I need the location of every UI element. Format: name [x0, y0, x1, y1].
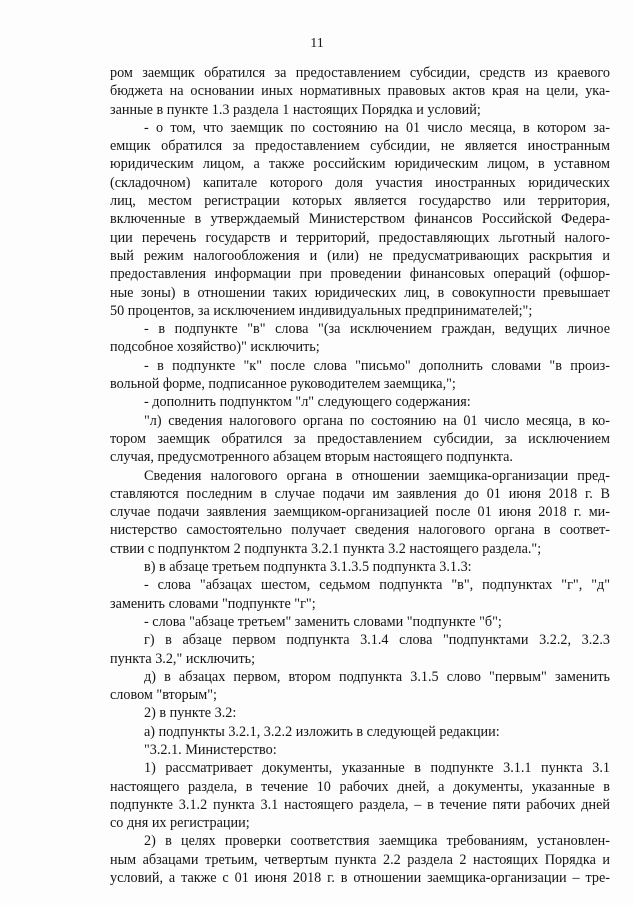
text-line: бюджета на основании иных нормативных правовых актов края на цели, ука-: [110, 83, 610, 100]
text-line: д) в абзацах первом, втором подпункта 3.1.5 слово "первым" заменить: [144, 668, 610, 685]
text-line: Сведения налогового органа в отношении заемщика-организации пред-: [144, 467, 610, 484]
text-line: "л) сведения налогового органа по состоянию на 01 число месяца, в ко-: [144, 412, 610, 429]
text-line: емщик обратился за предоставлением субсидии, не является иностранным: [110, 138, 610, 155]
text-line: ром заемщик обратился за предоставлением субсидии, средств из краевого: [110, 65, 610, 81]
text-line: тором заемщик обратился за предоставлением субсидии, за исключением: [110, 430, 610, 447]
text-line: - дополнить подпунктом "л" следующего содержания:: [144, 394, 471, 411]
text-line: случае подачи заявления заемщиком-организацией после 01 июня 2018 г. ми-: [110, 504, 610, 521]
text-line: г) в абзаце первом подпункта 3.1.4 слова "подпунктами 3.2.2, 3.2.3: [144, 632, 610, 649]
text-line: настоящего раздела, в течение 10 рабочих дней, а документы, указанные в: [110, 778, 610, 795]
text-line: подпункте 3.1.2 пункта 3.1 настоящего раздела, – в течение пяти рабочих дней: [110, 796, 610, 813]
text-line: - в подпункте "к" после слова "письмо" дополнить словами "в произ-: [144, 357, 610, 374]
text-line: ным абзацами третьим, четвертым пункта 2.2 раздела 2 настоящих Порядка и: [110, 851, 610, 868]
text-line: - слова "абзаце третьем" заменить словами "подпункте "б";: [144, 613, 502, 630]
text-line: вый режим налогообложения и (или) не предусматривающих раскрытия и: [110, 247, 610, 264]
text-line: - в подпункте "в" слова "(за исключением граждан, ведущих личное: [144, 321, 610, 338]
text-line: нистерство самостоятельно получает сведения налогового органа в соответ-: [110, 522, 610, 539]
text-line: включенные в утверждаемый Министерством финансов Российской Федера-: [110, 211, 610, 228]
text-line: занные в пункте 1.3 раздела 1 настоящих Порядка и условий;: [110, 101, 481, 118]
page-number: 11: [310, 36, 324, 51]
text-line: предоставления информации при проведении финансовых операций (офшор-: [110, 266, 610, 283]
text-line: лиц, местом регистрации которых является государство или территория,: [110, 193, 610, 210]
text-line: - слова "абзацах шестом, седьмом подпункта "в", подпунктах "г", "д": [144, 577, 610, 594]
text-line: заменить словами "подпункте "г";: [110, 595, 316, 612]
text-line: в) в абзаце третьем подпункта 3.1.3.5 подпункта 3.1.3:: [144, 559, 472, 576]
text-line: 50 процентов, за исключением индивидуальных предпринимателей;";: [110, 302, 533, 319]
text-line: ции перечень государств и территорий, предоставляющих льготный налого-: [110, 229, 610, 246]
text-line: условий, а также с 01 июня 2018 г. в отношении заемщика-организации – тре-: [110, 870, 610, 887]
text-line: (складочном) капитале которого доля участия иностранных юридических: [110, 174, 610, 191]
text-line: вольной форме, подписанное руководителем заемщика,";: [110, 376, 456, 393]
text-line: подсобное хозяйство)" исключить;: [110, 339, 320, 356]
document-body: [110, 64, 610, 887]
text-line: 2) в пункте 3.2:: [144, 705, 237, 722]
text-line: ствии с подпунктом 2 подпункта 3.2.1 пункта 3.2 настоящего раздела.";: [110, 540, 542, 557]
text-line: "3.2.1. Министерство:: [144, 741, 277, 758]
text-line: - о том, что заемщик по состоянию на 01 число месяца, в котором за-: [144, 119, 610, 136]
text-line: юридическим лицом, а также российским юридическим лицом, в уставном: [110, 156, 610, 173]
text-line: ставляются последним в случае подачи им заявления до 01 июня 2018 г. В: [110, 485, 610, 502]
text-line: ные зоны) в отношении таких юридических лиц, в совокупности превышает: [110, 284, 610, 301]
text-line: 1) рассматривает документы, указанные в подпункте 3.1.1 пункта 3.1: [144, 760, 610, 777]
text-line: словом "вторым";: [110, 687, 218, 704]
text-line: случая, предусмотренного абзацем вторым настоящего подпункта.: [110, 449, 513, 466]
text-line: 2) в целях проверки соответствия заемщика требованиям, установлен-: [144, 833, 610, 850]
text-line: а) подпункты 3.2.1, 3.2.2 изложить в следующей редакции:: [144, 723, 500, 740]
text-line: со дня их регистрации;: [110, 815, 250, 832]
text-line: пункта 3.2," исключить;: [110, 650, 256, 667]
